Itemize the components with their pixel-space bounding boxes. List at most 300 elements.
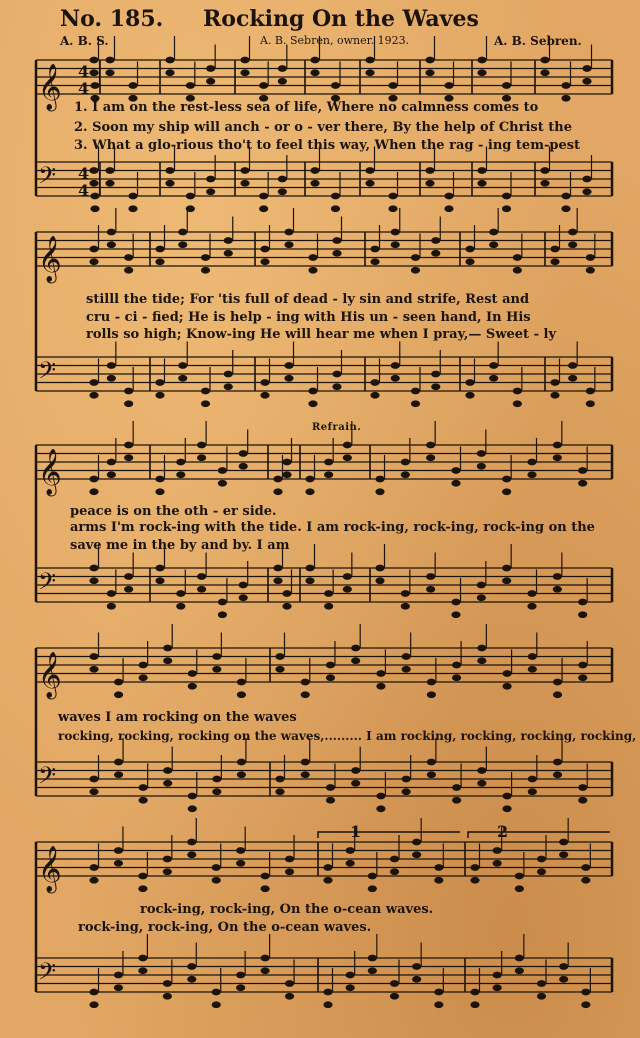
- note-head: [176, 459, 185, 466]
- note-head: [275, 666, 284, 673]
- second-ending-bracket: [468, 832, 610, 838]
- note-head: [178, 375, 187, 382]
- note-head: [434, 1001, 443, 1008]
- note-head: [284, 241, 293, 248]
- note-head: [114, 972, 123, 979]
- bass-clef-icon: 𝄢: [38, 957, 57, 991]
- note-head: [114, 759, 123, 766]
- note-head: [178, 362, 187, 369]
- note-head: [176, 590, 185, 597]
- note-head: [186, 82, 195, 89]
- note-head: [237, 771, 246, 778]
- note-head: [390, 980, 399, 987]
- note-head: [89, 57, 98, 64]
- note-head: [527, 471, 536, 478]
- note-head: [426, 454, 435, 461]
- note-head: [470, 864, 479, 871]
- note-head: [114, 691, 123, 698]
- note-head: [351, 645, 360, 652]
- note-head: [502, 683, 511, 690]
- note-head: [89, 167, 98, 174]
- note-head: [107, 229, 116, 236]
- note-head: [425, 57, 434, 64]
- note-head: [465, 246, 474, 253]
- note-head: [513, 254, 522, 261]
- note-head: [278, 78, 287, 85]
- note-head: [370, 246, 379, 253]
- note-head: [124, 388, 133, 395]
- note-head: [212, 864, 221, 871]
- note-head: [139, 674, 148, 681]
- note-head: [282, 471, 291, 478]
- note-head: [155, 476, 164, 483]
- note-head: [105, 180, 114, 187]
- note-head: [431, 237, 440, 244]
- note-head: [155, 379, 164, 386]
- hymn-number: No. 185.: [60, 6, 164, 32]
- note-head: [477, 594, 486, 601]
- note-head: [259, 82, 268, 89]
- note-head: [89, 877, 98, 884]
- note-head: [138, 955, 147, 962]
- note-head: [188, 805, 197, 812]
- note-head: [346, 984, 355, 991]
- note-head: [89, 1001, 98, 1008]
- note-head: [368, 885, 377, 892]
- note-head: [444, 193, 453, 200]
- note-head: [212, 989, 221, 996]
- note-head: [376, 670, 385, 677]
- note-head: [390, 868, 399, 875]
- note-head: [452, 797, 461, 804]
- note-head: [553, 442, 562, 449]
- note-head: [540, 57, 549, 64]
- note-head: [550, 258, 559, 265]
- note-head: [218, 611, 227, 618]
- note-head: [284, 229, 293, 236]
- note-head: [323, 989, 332, 996]
- note-head: [426, 573, 435, 580]
- note-head: [261, 885, 270, 892]
- note-head: [452, 784, 461, 791]
- note-head: [90, 205, 99, 212]
- note-head: [284, 362, 293, 369]
- note-head: [559, 963, 568, 970]
- verse-line: [0, 292, 640, 308]
- note-head: [107, 459, 116, 466]
- bass-clef-icon: 𝄢: [38, 356, 57, 390]
- note-head: [305, 476, 314, 483]
- note-head: [105, 167, 114, 174]
- note-head: [370, 379, 379, 386]
- note-head: [163, 868, 172, 875]
- verse-line: [0, 100, 640, 116]
- note-head: [301, 771, 310, 778]
- note-head: [89, 577, 98, 584]
- note-head: [105, 69, 114, 76]
- note-head: [138, 967, 147, 974]
- note-head: [451, 467, 460, 474]
- note-head: [260, 392, 269, 399]
- note-head: [470, 989, 479, 996]
- note-head: [493, 847, 502, 854]
- note-head: [401, 590, 410, 597]
- note-head: [114, 984, 123, 991]
- note-head: [365, 180, 374, 187]
- first-ending-number: 1: [350, 822, 362, 841]
- note-head: [502, 193, 511, 200]
- note-head: [402, 776, 411, 783]
- note-head: [537, 856, 546, 863]
- note-head: [90, 82, 99, 89]
- note-head: [114, 679, 123, 686]
- first-ending-bracket: [318, 832, 460, 838]
- note-head: [513, 388, 522, 395]
- note-head: [391, 241, 400, 248]
- note-head: [581, 1001, 590, 1008]
- note-head: [261, 967, 270, 974]
- note-head: [89, 788, 98, 795]
- refrain-line: [0, 902, 640, 918]
- note-head: [477, 450, 486, 457]
- time-signature: 4: [78, 62, 90, 81]
- treble-clef-icon: 𝄞: [38, 236, 62, 282]
- note-head: [107, 590, 116, 597]
- note-head: [493, 984, 502, 991]
- treble-clef-icon: 𝄞: [38, 846, 62, 892]
- note-head: [375, 565, 384, 572]
- note-head: [578, 797, 587, 804]
- note-head: [427, 679, 436, 686]
- note-head: [197, 586, 206, 593]
- note-head: [240, 69, 249, 76]
- note-head: [431, 250, 440, 257]
- note-head: [218, 480, 227, 487]
- note-head: [528, 666, 537, 673]
- note-head: [586, 267, 595, 274]
- note-head: [197, 573, 206, 580]
- note-head: [502, 488, 511, 495]
- note-head: [553, 586, 562, 593]
- note-head: [493, 860, 502, 867]
- note-head: [431, 371, 440, 378]
- note-head: [553, 573, 562, 580]
- note-head: [282, 603, 291, 610]
- note-head: [452, 674, 461, 681]
- lyric-text: 2. Soon my ship will anch - or o - ver there, By the help of Christ the: [74, 120, 572, 135]
- note-head: [273, 476, 282, 483]
- note-head: [278, 176, 287, 183]
- note-head: [581, 877, 590, 884]
- note-head: [278, 65, 287, 72]
- note-head: [582, 65, 591, 72]
- note-head: [326, 797, 335, 804]
- lyric-text: rock-ing, rock-ing, On the o-cean waves.: [78, 920, 372, 935]
- refrain-line: [0, 920, 640, 936]
- note-head: [89, 246, 98, 253]
- time-signature: 4: [78, 79, 90, 98]
- note-head: [451, 480, 460, 487]
- note-head: [324, 590, 333, 597]
- note-head: [528, 788, 537, 795]
- note-head: [515, 967, 524, 974]
- note-head: [451, 611, 460, 618]
- note-head: [90, 193, 99, 200]
- note-head: [165, 69, 174, 76]
- note-head: [155, 577, 164, 584]
- note-head: [477, 767, 486, 774]
- verse-line: [0, 310, 640, 326]
- note-head: [89, 864, 98, 871]
- note-head: [537, 868, 546, 875]
- note-head: [114, 771, 123, 778]
- note-head: [581, 989, 590, 996]
- note-head: [477, 645, 486, 652]
- lyric-text: waves I am rocking on the waves: [58, 710, 297, 725]
- note-head: [477, 57, 486, 64]
- note-head: [324, 459, 333, 466]
- note-head: [332, 250, 341, 257]
- note-head: [537, 980, 546, 987]
- note-head: [105, 57, 114, 64]
- note-head: [107, 603, 116, 610]
- note-head: [124, 267, 133, 274]
- note-head: [426, 586, 435, 593]
- note-head: [176, 603, 185, 610]
- note-head: [89, 565, 98, 572]
- verse-line: [0, 138, 640, 154]
- note-head: [427, 771, 436, 778]
- note-head: [425, 180, 434, 187]
- note-head: [308, 400, 317, 407]
- note-head: [425, 167, 434, 174]
- note-head: [275, 788, 284, 795]
- note-head: [301, 679, 310, 686]
- note-head: [165, 167, 174, 174]
- note-head: [186, 193, 195, 200]
- lyric-text: cru - ci - fied; He is help - ing with His un - seen hand, In His: [86, 310, 531, 325]
- note-head: [553, 679, 562, 686]
- note-head: [346, 847, 355, 854]
- note-head: [236, 847, 245, 854]
- note-head: [515, 873, 524, 880]
- hymn-title: Rocking On the Waves: [203, 6, 479, 32]
- note-head: [239, 582, 248, 589]
- note-head: [273, 565, 282, 572]
- note-head: [139, 662, 148, 669]
- note-head: [128, 82, 137, 89]
- note-head: [502, 670, 511, 677]
- note-head: [332, 371, 341, 378]
- note-head: [559, 976, 568, 983]
- note-head: [310, 180, 319, 187]
- treble-clef-icon: 𝄞: [38, 64, 62, 110]
- note-head: [212, 877, 221, 884]
- note-head: [331, 193, 340, 200]
- note-head: [540, 69, 549, 76]
- note-head: [434, 864, 443, 871]
- note-head: [376, 805, 385, 812]
- note-head: [578, 611, 587, 618]
- note-head: [275, 776, 284, 783]
- note-head: [176, 471, 185, 478]
- note-head: [201, 254, 210, 261]
- note-head: [515, 955, 524, 962]
- note-head: [163, 767, 172, 774]
- note-head: [224, 237, 233, 244]
- note-head: [165, 180, 174, 187]
- note-head: [282, 459, 291, 466]
- note-head: [206, 65, 215, 72]
- lyric-text: stilll the tide; For 'tis full of dead - ly sin and strife, Rest and: [86, 292, 530, 307]
- note-head: [553, 454, 562, 461]
- note-head: [465, 392, 474, 399]
- note-head: [308, 388, 317, 395]
- note-head: [139, 797, 148, 804]
- note-head: [187, 963, 196, 970]
- note-head: [326, 662, 335, 669]
- note-head: [388, 205, 397, 212]
- note-head: [470, 877, 479, 884]
- note-head: [375, 488, 384, 495]
- note-head: [537, 993, 546, 1000]
- note-head: [239, 463, 248, 470]
- verse-line: [0, 538, 640, 554]
- note-head: [163, 657, 172, 664]
- note-head: [188, 683, 197, 690]
- note-head: [578, 480, 587, 487]
- note-head: [550, 392, 559, 399]
- note-head: [128, 205, 137, 212]
- note-head: [493, 972, 502, 979]
- note-head: [451, 599, 460, 606]
- note-head: [240, 167, 249, 174]
- note-head: [224, 371, 233, 378]
- note-head: [586, 388, 595, 395]
- note-head: [351, 780, 360, 787]
- note-head: [553, 759, 562, 766]
- verse-line: [0, 327, 640, 343]
- note-head: [391, 375, 400, 382]
- note-head: [165, 57, 174, 64]
- note-head: [401, 471, 410, 478]
- note-head: [326, 674, 335, 681]
- note-head: [155, 258, 164, 265]
- note-head: [586, 254, 595, 261]
- note-head: [260, 246, 269, 253]
- note-head: [323, 864, 332, 871]
- note-head: [346, 972, 355, 979]
- note-head: [218, 599, 227, 606]
- note-head: [236, 860, 245, 867]
- note-head: [513, 267, 522, 274]
- lyric-text: arms I'm rock-ing with the tide. I am rock-ing, rock-ing, rock-ing on the: [70, 520, 595, 535]
- verse-line: [0, 520, 640, 536]
- note-head: [89, 392, 98, 399]
- note-head: [324, 603, 333, 610]
- note-head: [365, 69, 374, 76]
- note-head: [155, 488, 164, 495]
- note-head: [187, 851, 196, 858]
- note-head: [114, 860, 123, 867]
- note-head: [401, 459, 410, 466]
- note-head: [444, 205, 453, 212]
- note-head: [285, 868, 294, 875]
- lyric-text: save me in the by and by. I am: [70, 538, 290, 553]
- note-head: [412, 963, 421, 970]
- note-head: [89, 776, 98, 783]
- note-head: [582, 78, 591, 85]
- note-head: [515, 885, 524, 892]
- note-head: [351, 767, 360, 774]
- note-head: [89, 488, 98, 495]
- note-head: [206, 176, 215, 183]
- note-head: [89, 379, 98, 386]
- note-head: [502, 565, 511, 572]
- note-head: [212, 776, 221, 783]
- note-head: [343, 573, 352, 580]
- note-head: [310, 57, 319, 64]
- note-head: [107, 362, 116, 369]
- note-head: [368, 955, 377, 962]
- note-head: [138, 885, 147, 892]
- lyric-text: 3. What a glo-rious tho't to feel this way, When the rag - ing tem-pest: [74, 138, 581, 153]
- note-head: [568, 375, 577, 382]
- note-head: [285, 993, 294, 1000]
- note-head: [343, 442, 352, 449]
- note-head: [527, 603, 536, 610]
- note-head: [489, 362, 498, 369]
- note-head: [401, 603, 410, 610]
- note-head: [568, 229, 577, 236]
- note-head: [527, 459, 536, 466]
- note-head: [188, 793, 197, 800]
- note-head: [402, 788, 411, 795]
- refrain-line: [0, 710, 640, 726]
- note-head: [370, 258, 379, 265]
- lyric-text: peace is on the oth - er side.: [70, 504, 277, 519]
- note-head: [477, 463, 486, 470]
- note-head: [527, 590, 536, 597]
- note-head: [368, 967, 377, 974]
- note-head: [388, 193, 397, 200]
- note-head: [502, 805, 511, 812]
- note-head: [89, 180, 98, 187]
- note-head: [502, 793, 511, 800]
- note-head: [163, 980, 172, 987]
- note-head: [197, 454, 206, 461]
- note-head: [201, 400, 210, 407]
- note-head: [411, 400, 420, 407]
- note-head: [323, 877, 332, 884]
- note-head: [163, 856, 172, 863]
- note-head: [553, 771, 562, 778]
- refrain-line: [0, 728, 640, 744]
- note-head: [240, 180, 249, 187]
- note-head: [89, 476, 98, 483]
- lyric-text: rock-ing, rock-ing, On the o-cean waves.: [140, 902, 434, 917]
- time-signature: 4: [78, 164, 90, 183]
- lyric-text: 1. I am on the rest-less sea of life, Where no calmness comes to: [74, 100, 539, 115]
- note-head: [278, 188, 287, 195]
- note-head: [155, 392, 164, 399]
- note-head: [236, 984, 245, 991]
- note-head: [388, 82, 397, 89]
- note-head: [581, 864, 590, 871]
- note-head: [351, 657, 360, 664]
- note-head: [308, 254, 317, 261]
- note-head: [568, 241, 577, 248]
